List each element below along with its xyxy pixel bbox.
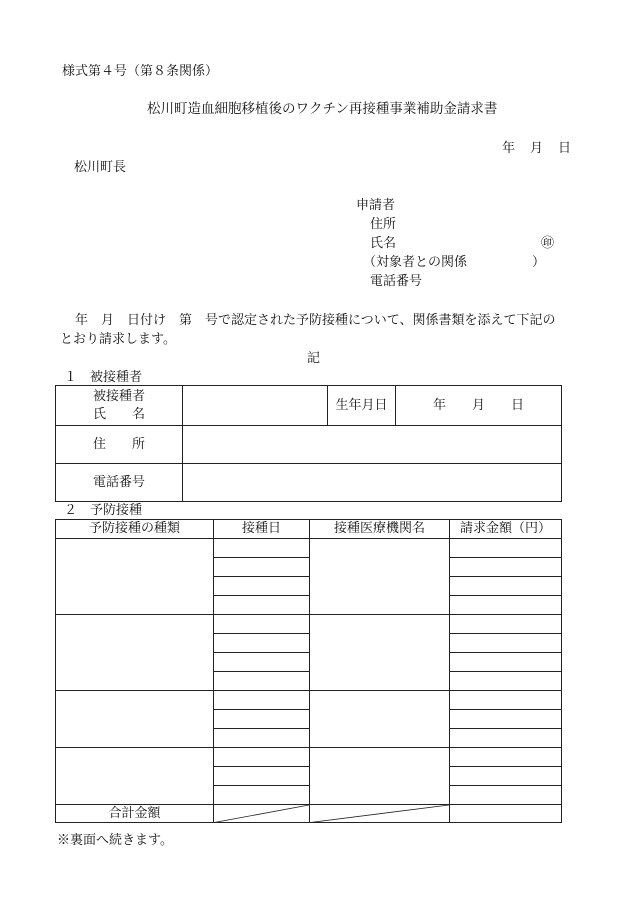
form-number: 様式第４号（第８条関係） bbox=[62, 64, 219, 79]
amount-cell[interactable] bbox=[450, 576, 562, 595]
recipient-address-label: 住 所 bbox=[56, 426, 183, 464]
date-cell[interactable] bbox=[214, 633, 310, 652]
date-cell[interactable] bbox=[214, 690, 310, 709]
date-cell[interactable] bbox=[214, 671, 310, 690]
header-institution: 接種医療機関名 bbox=[310, 520, 450, 539]
date-cell[interactable] bbox=[214, 728, 310, 747]
date-cell[interactable] bbox=[214, 785, 310, 804]
amount-cell[interactable] bbox=[450, 538, 562, 557]
recipient-phone-label: 電話番号 bbox=[56, 464, 183, 502]
total-institution-cell-blank bbox=[310, 804, 450, 823]
seal-mark: ㊞ bbox=[541, 236, 555, 251]
amount-cell[interactable] bbox=[450, 595, 562, 614]
vaccine-type-cell[interactable] bbox=[56, 747, 214, 804]
date-cell[interactable] bbox=[214, 652, 310, 671]
recipient-name-label-2: 氏 名 bbox=[92, 406, 145, 422]
amount-cell[interactable] bbox=[450, 690, 562, 709]
total-amount-cell[interactable] bbox=[450, 804, 562, 823]
header-vaccine-type: 予防接種の種類 bbox=[56, 520, 214, 539]
birth-label: 生年月日 bbox=[328, 386, 396, 426]
institution-cell[interactable] bbox=[310, 614, 450, 690]
recipient-name-label-1: 被接種者 bbox=[92, 388, 145, 404]
amount-cell[interactable] bbox=[450, 633, 562, 652]
institution-cell[interactable] bbox=[310, 747, 450, 804]
birth-date-cell[interactable]: 年 月 日 bbox=[396, 386, 562, 426]
vaccine-type-cell[interactable] bbox=[56, 690, 214, 747]
diagonal-slash bbox=[310, 805, 449, 823]
applicant-heading: 申請者 bbox=[356, 198, 396, 213]
amount-cell[interactable] bbox=[450, 614, 562, 633]
applicant-phone-label: 電話番号 bbox=[370, 274, 423, 289]
diagonal-slash bbox=[214, 805, 309, 823]
recipient-phone-cell[interactable] bbox=[183, 464, 562, 502]
header-amount: 請求金額（円） bbox=[450, 520, 562, 539]
date-cell[interactable] bbox=[214, 709, 310, 728]
amount-cell[interactable] bbox=[450, 671, 562, 690]
footer-note: ※裏面へ続きます。 bbox=[57, 833, 173, 848]
institution-cell[interactable] bbox=[310, 538, 450, 614]
amount-cell[interactable] bbox=[450, 747, 562, 766]
date-cell[interactable] bbox=[214, 595, 310, 614]
recipient-address-cell[interactable] bbox=[183, 426, 562, 464]
date-cell[interactable] bbox=[214, 747, 310, 766]
date-cell[interactable] bbox=[214, 557, 310, 576]
total-date-cell-blank bbox=[214, 804, 310, 823]
amount-cell[interactable] bbox=[450, 652, 562, 671]
applicant-name-label: 氏名 bbox=[370, 236, 397, 251]
total-label: 合計金額 bbox=[56, 804, 214, 823]
date-cell[interactable] bbox=[214, 538, 310, 557]
section2-heading: ２ 予防接種 bbox=[64, 503, 143, 518]
amount-cell[interactable] bbox=[450, 728, 562, 747]
applicant-relation: （対象者との関係 ） bbox=[363, 255, 546, 270]
amount-cell[interactable] bbox=[450, 785, 562, 804]
body-text-line-1: 年 月 日付け 第 号で認定された予防接種について、関係書類を添えて下記の bbox=[75, 313, 556, 328]
recipient-table bbox=[55, 385, 562, 502]
recipient-name-label-cell bbox=[56, 386, 183, 426]
amount-cell[interactable] bbox=[450, 557, 562, 576]
applicant-address-label: 住所 bbox=[370, 217, 397, 232]
ki-heading: 記 bbox=[307, 351, 321, 366]
vaccine-type-cell[interactable] bbox=[56, 614, 214, 690]
amount-cell[interactable] bbox=[450, 709, 562, 728]
section1-heading: １ 被接種者 bbox=[64, 370, 143, 385]
date-cell[interactable] bbox=[214, 614, 310, 633]
addressee: 松川町長 bbox=[74, 160, 127, 175]
page-title: 松川町造血細胞移植後のワクチン再接種事業補助金請求書 bbox=[147, 101, 498, 117]
amount-cell[interactable] bbox=[450, 766, 562, 785]
body-text-line-2: とおり請求します。 bbox=[60, 332, 176, 347]
date-cell[interactable] bbox=[214, 766, 310, 785]
vaccine-type-cell[interactable] bbox=[56, 538, 214, 614]
header-date: 接種日 bbox=[214, 520, 310, 539]
date-cell[interactable] bbox=[214, 576, 310, 595]
date-line: 年 月 日 bbox=[502, 141, 573, 156]
vaccination-table bbox=[55, 519, 562, 823]
recipient-name-cell[interactable] bbox=[183, 386, 328, 426]
institution-cell[interactable] bbox=[310, 690, 450, 747]
